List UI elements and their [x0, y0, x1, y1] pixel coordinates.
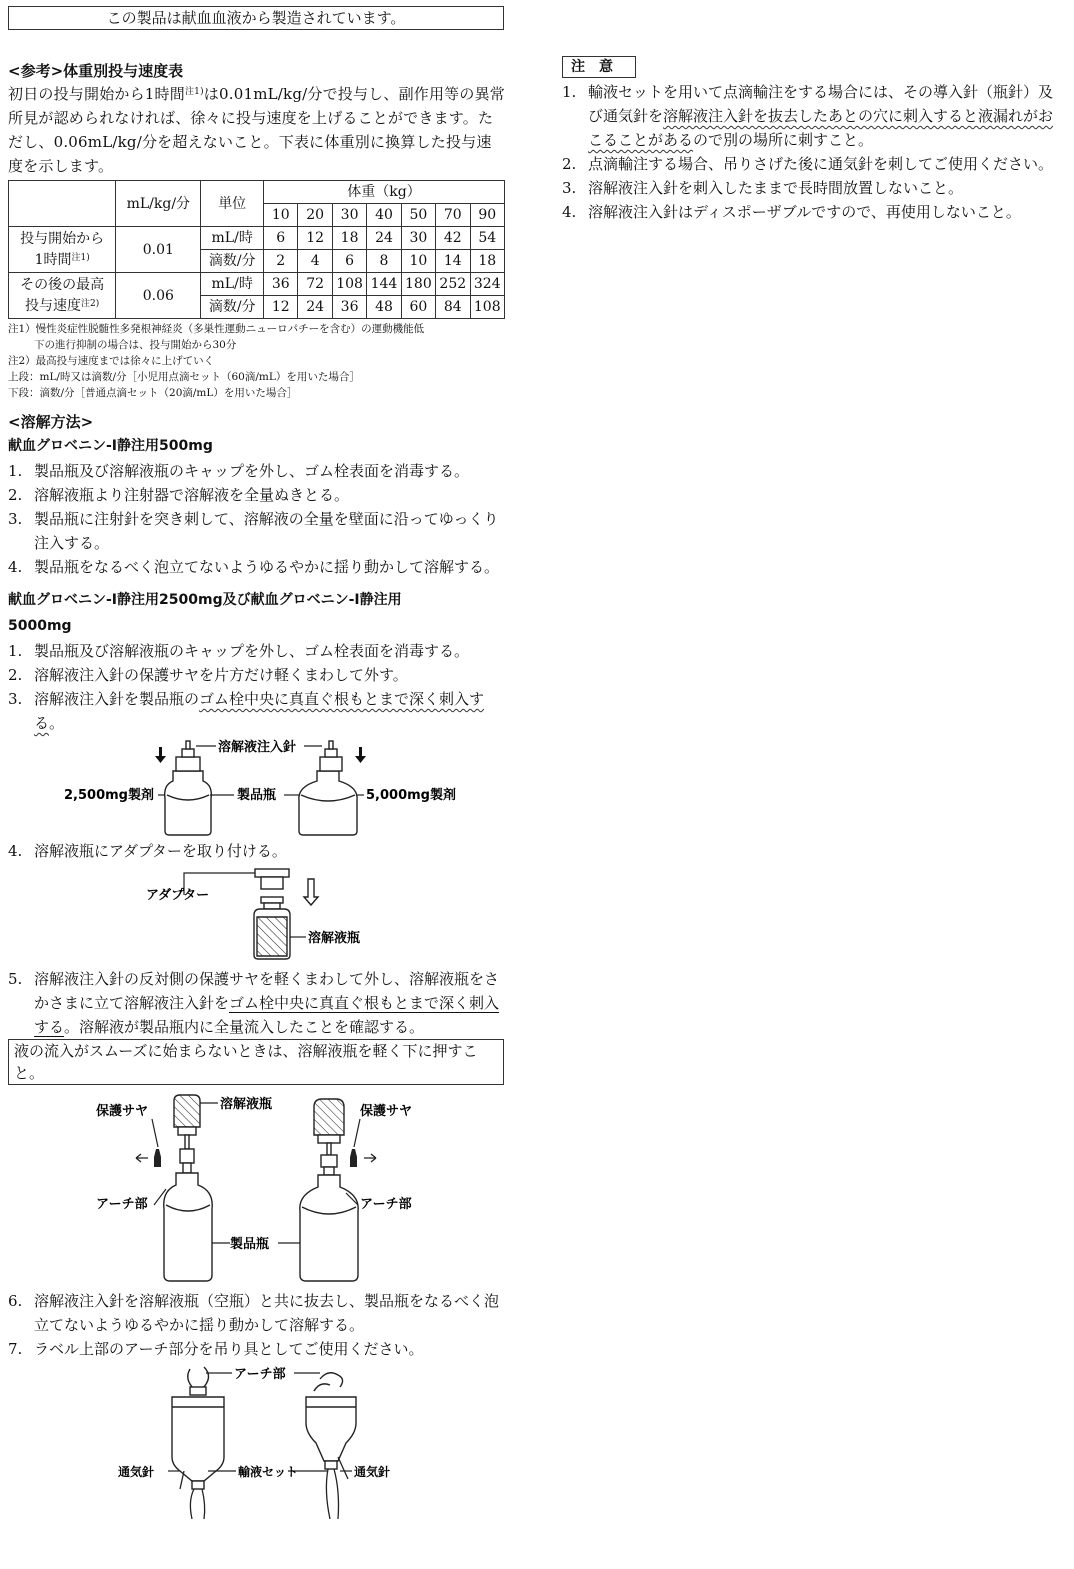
rate-intro: 初日の投与開始から1時間$^{注1)}$は0.01mL/kg/分で投与し、副作用等の異常所見が認められなければ、徐々に投与速度を上げることができます。ただし、0.06mL/kg/分を超えないこと。下表に体重別に換算した投与速度を示します。 [8, 85, 505, 175]
value-cell: 12 [264, 296, 298, 319]
label-product-bottle: 製品瓶 [237, 788, 277, 803]
label-sheath-right: 保護サヤ [360, 1104, 413, 1119]
list-item: 3. 溶解液注入針を製品瓶のゴム栓中央に真直ぐ根もとまで深く刺入する。 [8, 690, 485, 732]
weight-cell: 20 [298, 204, 332, 227]
unit-cell: mL/時 [201, 273, 264, 296]
needle-insertion-figure [8, 735, 506, 839]
value-cell: 18 [470, 250, 505, 273]
dissolve-sub-500: 献血グロベニン-Ⅰ静注用500mg [8, 438, 213, 454]
value-cell: 6 [332, 250, 366, 273]
list-item: 4. 溶解液瓶にアダプターを取り付ける。 [8, 842, 287, 860]
list-item: 2. 点滴輸注する場合、吊りさげた後に通気針を刺してご使用ください。 [562, 155, 1054, 173]
value-cell: 84 [436, 296, 470, 319]
list-item: 7. ラベル上部のアーチ部分を吊り具としてご使用ください。 [8, 1340, 424, 1358]
label-adapter: アダプター [146, 888, 210, 903]
caution-title: 注意 [562, 56, 636, 78]
value-cell: 108 [470, 296, 505, 319]
value-cell: 24 [367, 227, 401, 250]
list-item: 1. 輸液セットを用いて点滴輸注をする場合には、その導入針（瓶針）及び通気針を溶解液注入針を抜去したあとの穴に刺入すると液漏れがおこることがあるので別の場所に刺すこと。 [562, 83, 1054, 149]
list-item: 2. 溶解液注入針の保護サヤを片方だけ軽くまわして外す。 [8, 666, 408, 684]
row-label-initial: 投与開始から 1時間$^{注1)}$ [9, 227, 116, 273]
caution-list [562, 80, 1066, 224]
unit-cell: 滴数/分 [201, 296, 264, 319]
footnote-2: 注2）最高投与速度までは徐々に上げていく [8, 355, 215, 367]
label-arch-left: アーチ部 [96, 1197, 148, 1212]
value-cell: 54 [470, 227, 505, 250]
adapter-figure [8, 863, 506, 967]
weight-cell: 30 [332, 204, 366, 227]
left-column [8, 6, 506, 1521]
label-arch-right: アーチ部 [360, 1197, 412, 1212]
dissolve-steps-500 [8, 459, 506, 579]
label-vent-right: 通気針 [354, 1465, 391, 1479]
weight-cell: 70 [436, 204, 470, 227]
dissolve-steps-final [8, 1289, 506, 1361]
flow-tip-note: 液の流入がスムーズに始まらないときは、溶解液瓶を軽く下に押すこと。 [8, 1039, 504, 1085]
value-cell: 30 [401, 227, 435, 250]
value-cell: 10 [401, 250, 435, 273]
hanging-figure [8, 1361, 506, 1521]
label-vent-left: 通気針 [118, 1465, 155, 1479]
footnote-lower: 下段：滴数/分［普通点滴セット（20滴/mL）を用いた場合］ [8, 387, 298, 399]
blood-product-notice: この製品は献血血液から製造されています。 [8, 6, 504, 30]
label-sheath-left: 保護サヤ [96, 1104, 149, 1119]
label-solvent-bottle-2: 溶解液瓶 [220, 1097, 273, 1112]
value-cell: 18 [332, 227, 366, 250]
right-column [562, 56, 1066, 224]
unit-cell: 滴数/分 [201, 250, 264, 273]
row-label-max: その後の最高 投与速度$^{注2)}$ [9, 273, 116, 319]
dissolve-steps-invert [8, 967, 506, 1039]
value-cell: 12 [298, 227, 332, 250]
dissolve-steps-adapter [8, 839, 506, 863]
list-item: 3. 溶解液注入針を刺入したままで長時間放置しないこと。 [562, 179, 964, 197]
weight-cell: 10 [264, 204, 298, 227]
label-infusion-set: 輸液セット [238, 1465, 299, 1479]
list-item: 2. 溶解液瓶より注射器で溶解液を全量ぬきとる。 [8, 486, 350, 504]
list-item: 1. 製品瓶及び溶解液瓶のキャップを外し、ゴム栓表面を消毒する。 [8, 462, 470, 480]
list-item: 1. 製品瓶及び溶解液瓶のキャップを外し、ゴム栓表面を消毒する。 [8, 642, 470, 660]
label-product-bottle-2: 製品瓶 [230, 1237, 270, 1252]
dissolve-section-title: <溶解方法> [8, 413, 94, 431]
value-cell: 36 [264, 273, 298, 296]
footnote-1-cont: 下の進行抑制の場合は、投与開始から30分 [34, 339, 237, 351]
footnote-1: 注1）慢性炎症性脱髄性多発根神経炎（多巣性運動ニューロパチーを含む）の運動機能低 [8, 323, 425, 335]
label-solvent-bottle: 溶解液瓶 [308, 931, 361, 946]
value-cell: 24 [298, 296, 332, 319]
unit-cell: mL/時 [201, 227, 264, 250]
table-corner [9, 181, 116, 227]
value-cell: 324 [470, 273, 505, 296]
table-header-rate: mL/kg/分 [116, 181, 201, 227]
weight-cell: 50 [401, 204, 435, 227]
rate-table [8, 180, 505, 319]
table-header-unit: 単位 [201, 181, 264, 227]
value-cell: 108 [332, 273, 366, 296]
label-arch-hang: アーチ部 [234, 1367, 286, 1382]
value-cell: 48 [367, 296, 401, 319]
label-needle: 溶解液注入針 [218, 740, 297, 755]
value-cell: 180 [401, 273, 435, 296]
row-rate-initial: 0.01 [116, 227, 201, 273]
table-header-weight: 体重（kg） [264, 181, 505, 204]
dissolve-steps-2500 [8, 639, 506, 735]
list-item: 4. 製品瓶をなるべく泡立てないようゆるやかに揺り動かして溶解する。 [8, 558, 500, 576]
value-cell: 252 [436, 273, 470, 296]
row-rate-max: 0.06 [116, 273, 201, 319]
weight-cell: 40 [367, 204, 401, 227]
footnote-upper: 上段：mL/時又は滴数/分［小児用点滴セット（60滴/mL）を用いた場合］ [8, 371, 360, 383]
weight-cell: 90 [470, 204, 505, 227]
value-cell: 144 [367, 273, 401, 296]
list-item: 4. 溶解液注入針はディスポーザブルですので、再使用しないこと。 [562, 203, 1021, 221]
list-item: 3. 製品瓶に注射針を突き刺して、溶解液の全量を壁面に沿ってゆっくり注入する。 [8, 510, 499, 552]
transfer-figure [8, 1085, 506, 1289]
rate-section-title: <参考>体重別投与速度表 [8, 62, 184, 80]
value-cell: 36 [332, 296, 366, 319]
value-cell: 42 [436, 227, 470, 250]
list-item: 6. 溶解液注入針を溶解液瓶（空瓶）と共に抜去し、製品瓶をなるべく泡立てないようゆるやかに揺り動かして溶解する。 [8, 1292, 500, 1334]
value-cell: 72 [298, 273, 332, 296]
dissolve-sub-2500-5000: 献血グロベニン-Ⅰ静注用2500mg及び献血グロベニン-Ⅰ静注用 5000mg [8, 592, 402, 634]
label-2500: 2,500mg製剤 [64, 788, 154, 803]
label-5000: 5,000mg製剤 [366, 788, 456, 803]
value-cell: 6 [264, 227, 298, 250]
list-item: 5. 溶解液注入針の反対側の保護サヤを軽くまわして外し、溶解液瓶をさかさまに立て溶解液注入針をゴム栓中央に真直ぐ根もとまで深く刺入する。溶解液が製品瓶内に全量流入したことを確認する。 [8, 970, 500, 1036]
value-cell: 60 [401, 296, 435, 319]
value-cell: 14 [436, 250, 470, 273]
value-cell: 4 [298, 250, 332, 273]
value-cell: 8 [367, 250, 401, 273]
value-cell: 2 [264, 250, 298, 273]
